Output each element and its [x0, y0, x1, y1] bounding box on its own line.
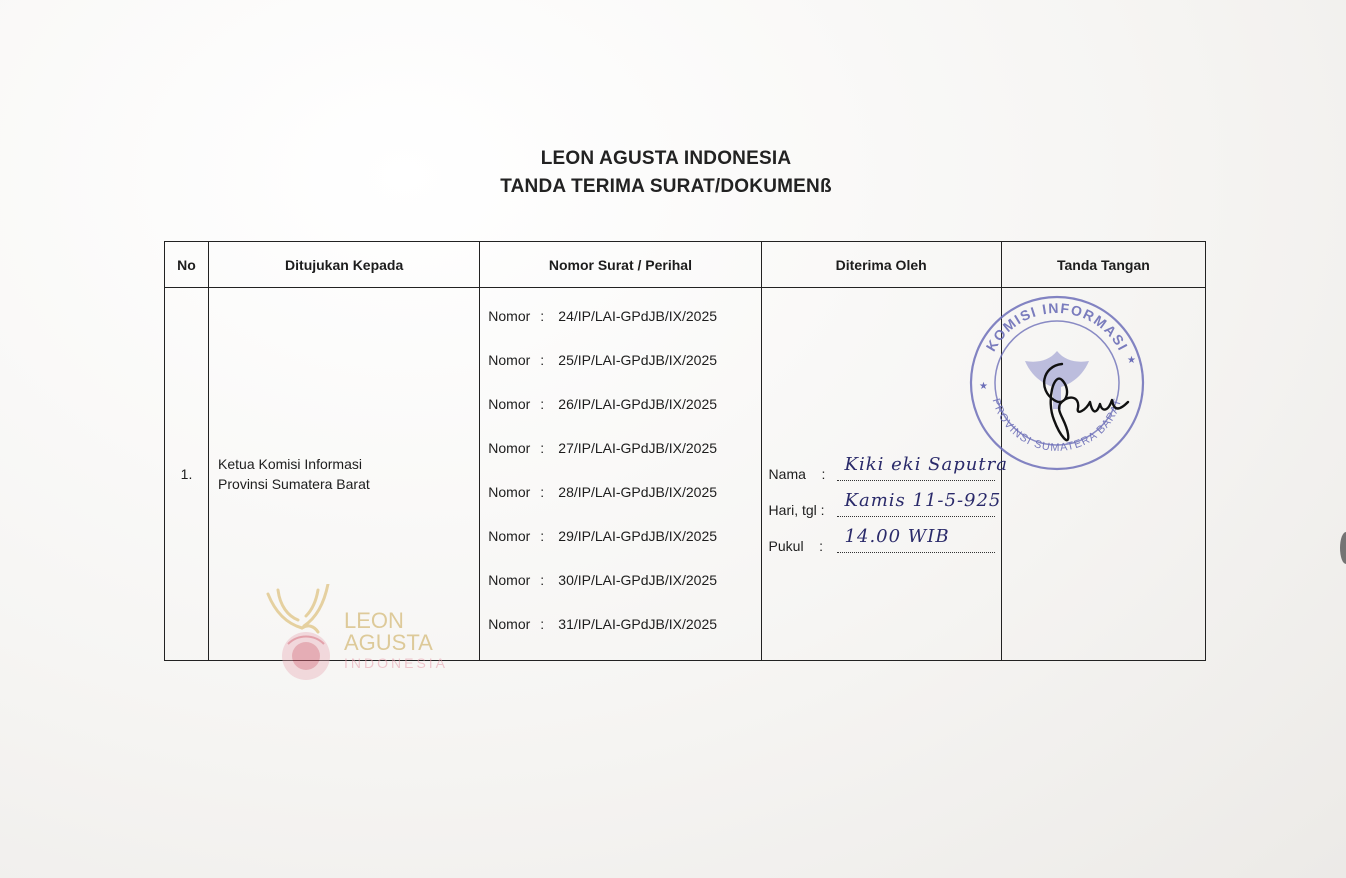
logo-word-agusta: AGUSTA: [344, 630, 433, 655]
handwritten-date: Kamis 11-5-925: [844, 490, 1002, 511]
stamp-star-right-icon: ★: [1127, 355, 1136, 366]
header-nomor-surat: Nomor Surat / Perihal: [480, 242, 761, 288]
received-date-row: Hari, tgl : Kamis 11-5-925: [768, 490, 1002, 518]
stamp-star-left-icon: ★: [979, 381, 988, 392]
nomor-line: Nomor : 24/IP/LAI-GPdJB/IX/2025: [488, 308, 718, 324]
antler-crown-icon: [268, 584, 328, 632]
document-title-receipt: TANDA TERIMA SURAT/DOKUMENß: [500, 176, 832, 197]
dotted-line: [837, 516, 995, 517]
svg-text:KOMISI INFORMASI: [983, 300, 1132, 354]
nomor-line: Nomor : 30/IP/LAI-GPdJB/IX/2025: [488, 572, 718, 588]
header-tanda-tangan: Tanda Tangan: [1001, 242, 1205, 288]
stamp-top-text: KOMISI INFORMASI: [982, 299, 1132, 354]
stamp-bottom-text: PROVINSI SUMATERA BARAT: [989, 397, 1125, 454]
nomor-list-cell: [480, 288, 761, 661]
nomor-value: 26/IP/LAI-GPdJB/IX/2025: [558, 396, 718, 412]
nomor-line: Nomor : 29/IP/LAI-GPdJB/IX/2025: [488, 528, 718, 544]
handwritten-time: 14.00 WIB: [844, 526, 950, 547]
received-name-row: Nama : Kiki eki Saputra: [768, 454, 1008, 482]
nomor-value: 29/IP/LAI-GPdJB/IX/2025: [558, 528, 718, 544]
nomor-line: Nomor : 26/IP/LAI-GPdJB/IX/2025: [488, 396, 718, 412]
header-no: No: [165, 242, 209, 288]
document-title-org: LEON AGUSTA INDONESIA: [540, 148, 792, 169]
row-number: 1.: [165, 288, 209, 661]
leon-agusta-logo: [258, 584, 458, 692]
nomor-line: Nomor : 27/IP/LAI-GPdJB/IX/2025: [488, 440, 718, 456]
nomor-value: 25/IP/LAI-GPdJB/IX/2025: [558, 352, 718, 368]
nomor-line: Nomor : 31/IP/LAI-GPdJB/IX/2025: [488, 616, 718, 632]
lion-head-icon: [282, 632, 330, 680]
nomor-line: Nomor : 28/IP/LAI-GPdJB/IX/2025: [488, 484, 718, 500]
header-ditujukan: Ditujukan Kepada: [209, 242, 480, 288]
recipient-line2: Provinsi Sumatera Barat: [218, 476, 370, 492]
nomor-value: 28/IP/LAI-GPdJB/IX/2025: [558, 484, 718, 500]
scan-edge-mark: [1336, 528, 1346, 568]
header-diterima-oleh: Diterima Oleh: [761, 242, 1001, 288]
nomor-value: 31/IP/LAI-GPdJB/IX/2025: [558, 616, 718, 632]
handwritten-name: Kiki eki Saputra: [844, 454, 1008, 475]
table-header-row: [165, 242, 1206, 288]
handwritten-signature: [1032, 350, 1132, 450]
received-time-row: Pukul : 14.00 WIB: [769, 538, 823, 554]
nomor-value: 30/IP/LAI-GPdJB/IX/2025: [558, 572, 718, 588]
nomor-value: 27/IP/LAI-GPdJB/IX/2025: [558, 440, 718, 456]
recipient-line1: Ketua Komisi Informasi: [218, 456, 362, 472]
nomor-line: Nomor : 25/IP/LAI-GPdJB/IX/2025: [488, 352, 718, 368]
logo-word-leon: LEON: [344, 608, 404, 633]
logo-word-indonesia: INDONESIA: [344, 655, 449, 671]
nomor-value: 24/IP/LAI-GPdJB/IX/2025: [558, 308, 718, 324]
dotted-line: [837, 552, 995, 553]
dotted-line: [837, 480, 995, 481]
